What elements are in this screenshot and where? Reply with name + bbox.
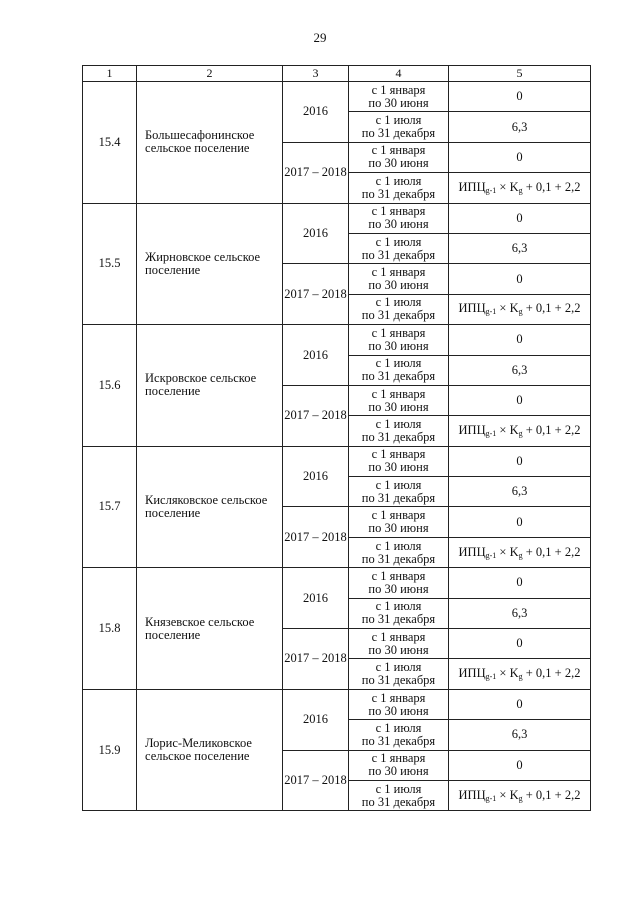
period-cell <box>349 750 449 780</box>
value-cell: 0 <box>449 385 591 415</box>
year-cell: 2016 <box>283 325 349 386</box>
period-cell <box>349 142 449 172</box>
period-cell <box>349 720 449 750</box>
formula-mult-subscript: g <box>518 550 523 560</box>
year-cell: 2016 <box>283 82 349 143</box>
column-header: 2 <box>137 66 283 82</box>
year-cell: 2016 <box>283 689 349 750</box>
column-header: 4 <box>349 66 449 82</box>
value-cell: 6,3 <box>449 720 591 750</box>
year-cell: 2017 – 2018 <box>283 142 349 203</box>
formula-mult: × K <box>496 179 519 194</box>
section-code: 15.5 <box>83 203 137 325</box>
period-start: с 1 января <box>371 447 426 462</box>
value-cell: 6,3 <box>449 355 591 385</box>
tariff-formula <box>459 301 581 315</box>
settlement-name: Жирновское сельское поселение <box>137 203 283 325</box>
formula-cell <box>449 416 591 446</box>
value-cell: 6,3 <box>449 598 591 628</box>
formula-tail: + 0,1 + 2,2 <box>522 787 581 802</box>
period-start: с 1 января <box>371 629 426 644</box>
period-cell <box>349 82 449 112</box>
formula-tail: + 0,1 + 2,2 <box>522 301 581 316</box>
period-end: по 30 июня <box>368 581 429 596</box>
value-cell: 0 <box>449 629 591 659</box>
period-start: с 1 января <box>371 265 426 280</box>
formula-mult: × K <box>496 422 519 437</box>
page-number: 29 <box>313 30 327 45</box>
settlement-name: Лорис-Меликовское сельское поселение <box>137 689 283 811</box>
column-header: 1 <box>83 66 137 82</box>
period-end: по 30 июня <box>368 156 429 171</box>
period-cell <box>349 629 449 659</box>
formula-base-subscript: g-1 <box>485 185 497 195</box>
period-start: с 1 января <box>371 143 426 158</box>
period-cell <box>349 264 449 294</box>
year-cell: 2016 <box>283 568 349 629</box>
period-end: по 31 декабря <box>361 186 436 201</box>
section-code: 15.7 <box>83 446 137 568</box>
column-header: 3 <box>283 66 349 82</box>
section-code: 15.4 <box>83 82 137 204</box>
period-cell <box>349 446 449 476</box>
period-cell <box>349 477 449 507</box>
year-cell: 2016 <box>283 446 349 507</box>
formula-mult: × K <box>496 544 519 559</box>
period-end: по 31 декабря <box>361 308 436 323</box>
period-end: по 30 июня <box>368 399 429 414</box>
period-end: по 31 декабря <box>361 673 436 688</box>
formula-mult: × K <box>496 787 519 802</box>
period-start: с 1 января <box>371 690 426 705</box>
value-cell: 0 <box>449 689 591 719</box>
formula-base-subscript: g-1 <box>485 672 497 682</box>
formula-cell <box>449 173 591 203</box>
period-cell <box>349 568 449 598</box>
table-row <box>83 446 591 476</box>
formula-base-subscript: g-1 <box>485 793 497 803</box>
table-header-row <box>83 66 591 82</box>
table-row <box>83 82 591 112</box>
formula-mult-subscript: g <box>518 428 523 438</box>
period-start: с 1 июля <box>375 477 422 492</box>
period-start: с 1 июля <box>375 113 422 128</box>
formula-tail: + 0,1 + 2,2 <box>522 666 581 681</box>
section-code: 15.8 <box>83 568 137 690</box>
formula-cell <box>449 659 591 689</box>
period-cell <box>349 416 449 446</box>
period-start: с 1 июля <box>375 781 422 796</box>
period-start: с 1 января <box>371 82 426 97</box>
period-cell <box>349 537 449 567</box>
formula-cell <box>449 294 591 324</box>
formula-base-subscript: g-1 <box>485 550 497 560</box>
period-end: по 30 июня <box>368 338 429 353</box>
tariff-formula <box>459 423 581 437</box>
period-end: по 31 декабря <box>361 369 436 384</box>
period-start: с 1 июля <box>375 599 422 614</box>
period-cell <box>349 112 449 142</box>
formula-mult-subscript: g <box>518 672 523 682</box>
formula-mult-subscript: g <box>518 307 523 317</box>
period-end: по 30 июня <box>368 703 429 718</box>
period-start: с 1 января <box>371 204 426 219</box>
value-cell: 0 <box>449 446 591 476</box>
period-cell <box>349 355 449 385</box>
year-cell: 2017 – 2018 <box>283 750 349 811</box>
value-cell: 0 <box>449 507 591 537</box>
value-cell: 6,3 <box>449 233 591 263</box>
tariff-formula <box>459 180 581 194</box>
table-row <box>83 689 591 719</box>
column-header: 5 <box>449 66 591 82</box>
value-cell: 0 <box>449 568 591 598</box>
value-cell: 0 <box>449 142 591 172</box>
formula-base: ИПЦ <box>458 422 486 437</box>
period-start: с 1 января <box>371 751 426 766</box>
period-end: по 31 декабря <box>361 794 436 809</box>
value-cell: 0 <box>449 750 591 780</box>
period-end: по 30 июня <box>368 764 429 779</box>
period-start: с 1 июля <box>375 538 422 553</box>
formula-cell <box>449 780 591 810</box>
value-cell: 6,3 <box>449 477 591 507</box>
settlement-name: Кисляковское сельское поселение <box>137 446 283 568</box>
period-start: с 1 июля <box>375 234 422 249</box>
formula-base: ИПЦ <box>458 787 486 802</box>
formula-base: ИПЦ <box>458 179 486 194</box>
tariff-formula <box>459 666 581 680</box>
section-code: 15.9 <box>83 689 137 811</box>
settlement-name: Искровское сельское поселение <box>137 325 283 447</box>
year-cell: 2017 – 2018 <box>283 629 349 690</box>
formula-tail: + 0,1 + 2,2 <box>522 179 581 194</box>
tariff-formula <box>459 788 581 802</box>
period-start: с 1 июля <box>375 173 422 188</box>
formula-mult: × K <box>496 301 519 316</box>
period-cell <box>349 780 449 810</box>
period-start: с 1 января <box>371 386 426 401</box>
period-end: по 31 декабря <box>361 490 436 505</box>
period-start: с 1 июля <box>375 295 422 310</box>
period-cell <box>349 294 449 324</box>
year-cell: 2017 – 2018 <box>283 507 349 568</box>
tariff-formula <box>459 545 581 559</box>
period-end: по 30 июня <box>368 95 429 110</box>
period-end: по 30 июня <box>368 521 429 536</box>
period-start: с 1 января <box>371 568 426 583</box>
period-cell <box>349 659 449 689</box>
formula-mult-subscript: g <box>518 185 523 195</box>
table-row <box>83 325 591 355</box>
value-cell: 6,3 <box>449 112 591 142</box>
period-start: с 1 июля <box>375 720 422 735</box>
period-start: с 1 июля <box>375 356 422 371</box>
settlement-name: Князевское сельское поселение <box>137 568 283 690</box>
tariff-table <box>82 65 591 811</box>
period-cell <box>349 689 449 719</box>
value-cell: 0 <box>449 325 591 355</box>
period-cell <box>349 325 449 355</box>
formula-base-subscript: g-1 <box>485 307 497 317</box>
formula-mult-subscript: g <box>518 793 523 803</box>
value-cell: 0 <box>449 82 591 112</box>
period-end: по 31 декабря <box>361 612 436 627</box>
period-end: по 30 июня <box>368 460 429 475</box>
period-end: по 30 июня <box>368 642 429 657</box>
formula-cell <box>449 537 591 567</box>
period-start: с 1 июля <box>375 660 422 675</box>
table-row <box>83 203 591 233</box>
period-end: по 31 декабря <box>361 733 436 748</box>
period-end: по 30 июня <box>368 278 429 293</box>
section-code: 15.6 <box>83 325 137 447</box>
period-start: с 1 января <box>371 508 426 523</box>
period-cell <box>349 233 449 263</box>
period-end: по 30 июня <box>368 217 429 232</box>
period-cell <box>349 507 449 537</box>
formula-base: ИПЦ <box>458 666 486 681</box>
table-row <box>83 568 591 598</box>
year-cell: 2017 – 2018 <box>283 264 349 325</box>
period-cell <box>349 598 449 628</box>
period-cell <box>349 173 449 203</box>
formula-base-subscript: g-1 <box>485 428 497 438</box>
formula-base: ИПЦ <box>458 301 486 316</box>
period-end: по 31 декабря <box>361 551 436 566</box>
period-end: по 31 декабря <box>361 126 436 141</box>
period-end: по 31 декабря <box>361 429 436 444</box>
year-cell: 2017 – 2018 <box>283 385 349 446</box>
period-cell <box>349 385 449 415</box>
period-start: с 1 июля <box>375 416 422 431</box>
period-cell <box>349 203 449 233</box>
formula-base: ИПЦ <box>458 544 486 559</box>
formula-mult: × K <box>496 666 519 681</box>
formula-tail: + 0,1 + 2,2 <box>522 422 581 437</box>
period-start: с 1 января <box>371 325 426 340</box>
value-cell: 0 <box>449 203 591 233</box>
year-cell: 2016 <box>283 203 349 264</box>
formula-tail: + 0,1 + 2,2 <box>522 544 581 559</box>
settlement-name: Большесафонинское сельское поселение <box>137 82 283 204</box>
value-cell: 0 <box>449 264 591 294</box>
period-end: по 31 декабря <box>361 247 436 262</box>
